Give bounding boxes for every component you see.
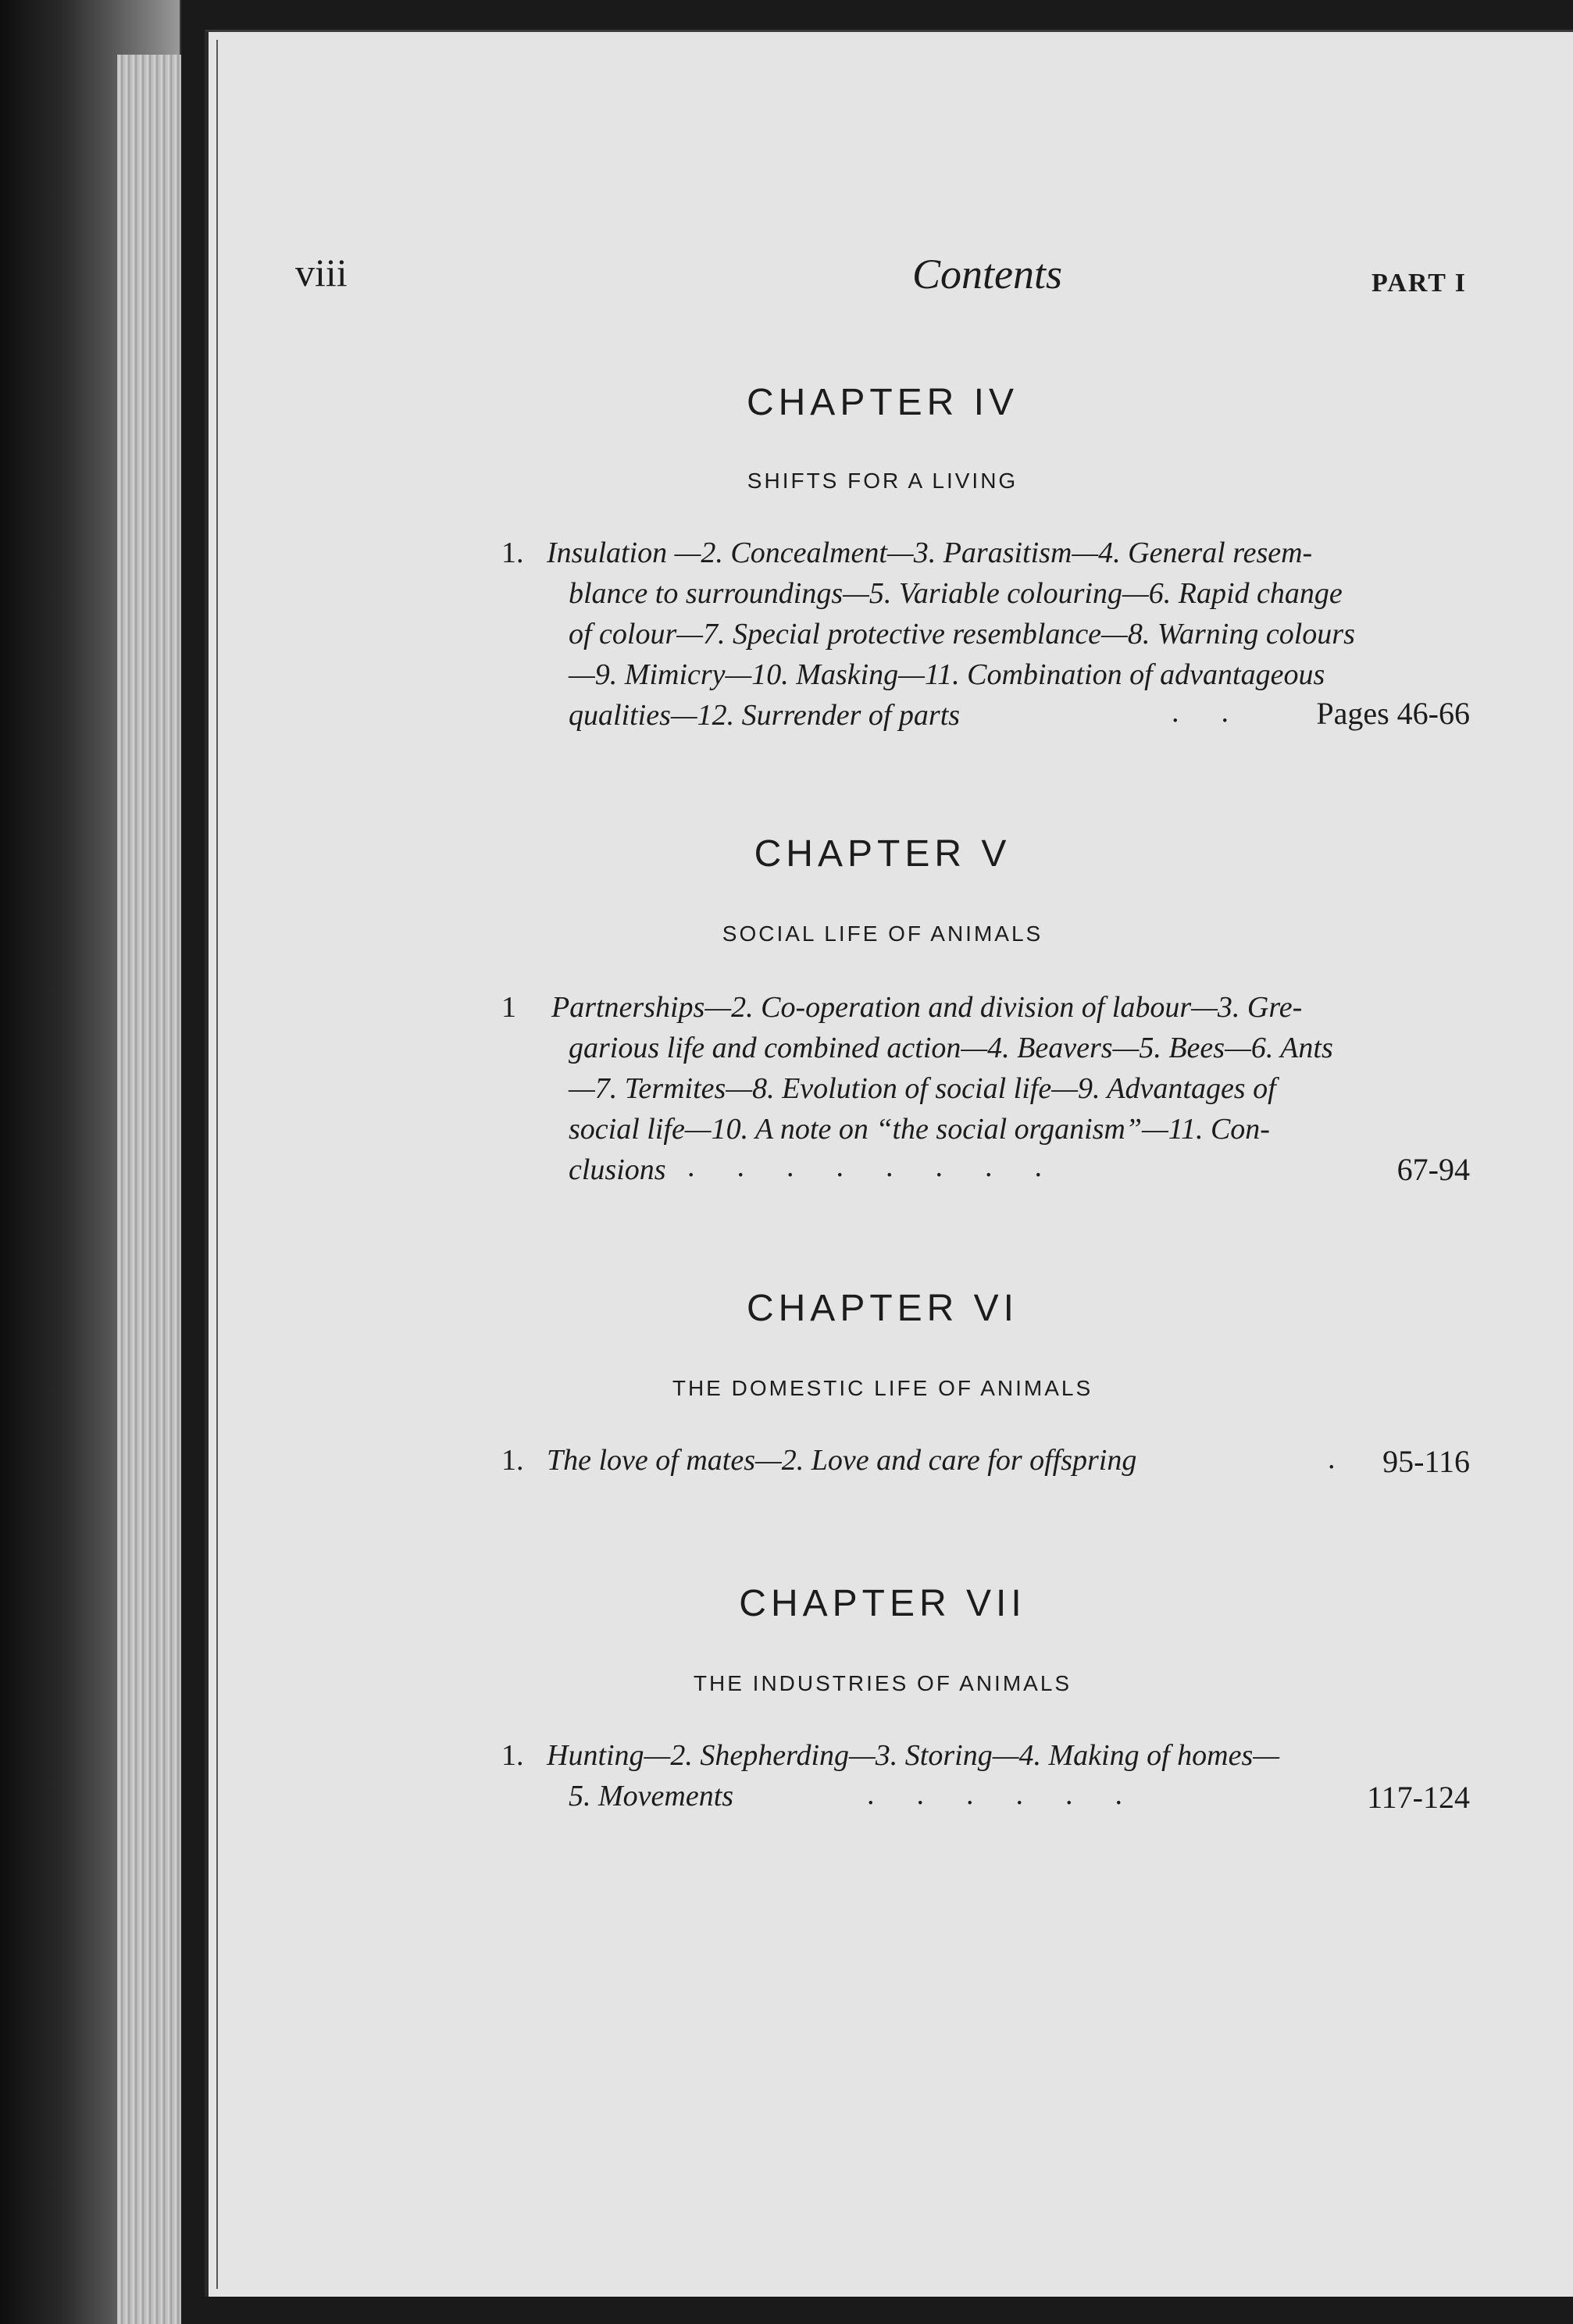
contents-line: Partnerships—2. Co-operation and division of labour—3. Gre- — [551, 991, 1303, 1024]
contents-line: Hunting—2. Shepherding—3. Storing—4. Making of homes— — [547, 1739, 1280, 1772]
chapter-heading: CHAPTER VI — [746, 1288, 1019, 1329]
page-title: Contents — [912, 251, 1063, 298]
leader-dots: .. — [1172, 696, 1271, 729]
entry-number: 1 — [501, 991, 516, 1024]
chapter-subtitle: THE DOMESTIC LIFE OF ANIMALS — [672, 1376, 1093, 1400]
contents-line: blance to surroundings—5. Variable colouring—6. Rapid change — [569, 577, 1343, 610]
chapter-subtitle: SHIFTS FOR A LIVING — [747, 469, 1018, 493]
chapter-subtitle: SOCIAL LIFE OF ANIMALS — [722, 921, 1043, 946]
page-range: 67-94 — [1396, 1152, 1470, 1187]
page-border-rule — [216, 40, 218, 2289]
entry-number: 1. — [501, 1739, 524, 1772]
running-head — [295, 250, 1467, 320]
contents-line: qualities—12. Surrender of parts — [569, 699, 961, 732]
entry-number: 1. — [501, 536, 524, 569]
chapter-heading: CHAPTER VII — [739, 1583, 1026, 1624]
contents-line: —7. Termites—8. Evolution of social life—9. Advantages of — [569, 1072, 1276, 1105]
page-number: viii — [295, 251, 348, 294]
contents-line: Insulation —2. Concealment—3. Parasitism—4. General resem- — [547, 536, 1313, 569]
chapter-heading: CHAPTER V — [754, 833, 1011, 875]
chapter-subtitle: THE INDUSTRIES OF ANIMALS — [693, 1671, 1072, 1695]
page-range: 95-116 — [1382, 1444, 1470, 1479]
leader-dots: . — [1328, 1442, 1378, 1475]
chapter-heading: CHAPTER IV — [746, 382, 1019, 423]
contents-line: 5. Movements — [569, 1780, 734, 1813]
contents-line: clusions — [569, 1153, 666, 1186]
contents-line: social life—10. A note on “the social organism”—11. Con- — [569, 1113, 1270, 1146]
contents-line: garious life and combined action—4. Beavers—5. Bees—6. Ants — [569, 1032, 1333, 1064]
leader-dots: ........ — [687, 1150, 1084, 1183]
contents-line: —9. Mimicry—10. Masking—11. Combination of advantageous — [569, 658, 1325, 691]
contents-line: The love of mates—2. Love and care for offspring — [547, 1444, 1137, 1477]
contents-line: of colour—7. Special protective resemblance—8. Warning colours — [569, 618, 1355, 651]
entry-number: 1. — [501, 1444, 524, 1477]
leader-dots: ...... — [867, 1778, 1165, 1811]
part-label: PART I — [1371, 269, 1467, 298]
page-range: Pages 46-66 — [1316, 696, 1470, 731]
page-range: 117-124 — [1367, 1780, 1470, 1815]
